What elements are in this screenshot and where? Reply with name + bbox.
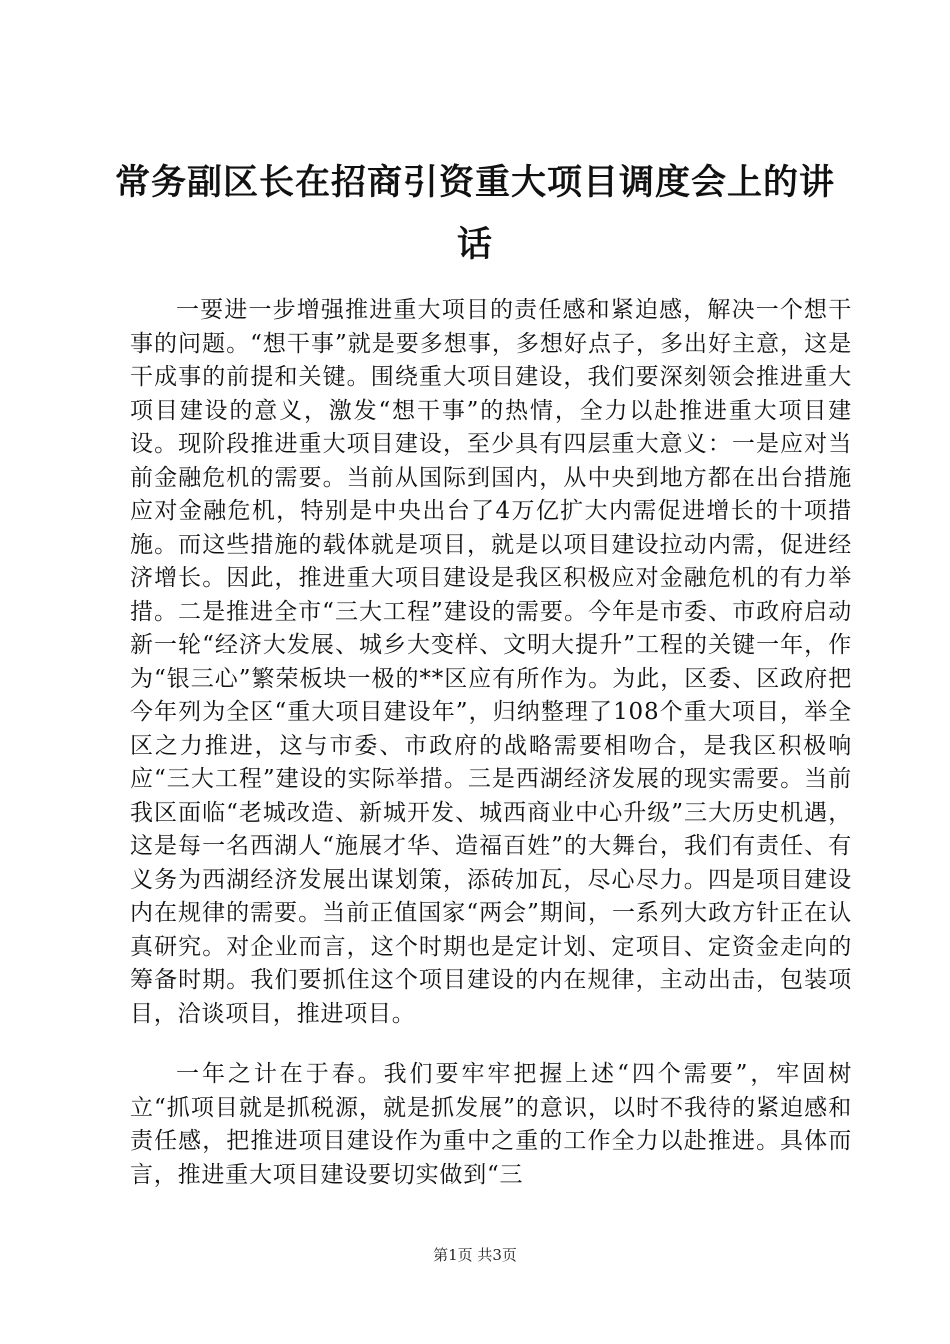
body-paragraph-1: 一要进一步增强推进重大项目的责任感和紧迫感，解决一个想干事的问题。“想干事”就是要多想事，多想好点子，多出好主意，这是干成事的前提和关键。围绕重大项目建设，我们要深刻领会推进重大项目建设的意义，激发“想干事”的热情，全力以赴推进重大项目建设。现阶段推进重大项目建设，至少具有四层重大意义：一是应对当前金融危机的需要。当前从国际到国内，从中央到地方都在出台措施应对金融危机，特别是中央出台了4万亿扩大内需促进增长的十项措施。而这些措施的载体就是项目，就是以项目建设拉动内需，促进经济增长。因此，推进重大项目建设是我区积极应对金融危机的有力举措。二是推进全市“三大工程”建设的需要。今年是市委、市政府启动新一轮“经济大发展、城乡大变样、文明大提升”工程的关键一年，作为“银三心”繁荣板块一极的**区应有所作为。为此，区委、区政府把今年列为全区“重大项目建设年”，归纳整理了108个重大项目，举全区之力推进，这与市委、市政府的战略需要相吻合，是我区积极响应“三大工程”建设的实际举措。三是西湖经济发展的现实需要。当前我区面临“老城改造、新城开发、城西商业中心升级”三大历史机遇，这是每一名西湖人“施展才华、造福百姓”的大舞台，我们有责任、有义务为西湖经济发展出谋划策，添砖加瓦，尽心尽力。四是项目建设内在规律的需要。当前正值国家“两会”期间，一系列大政方针正在认真研究。对企业而言，这个时期也是定计划、定项目、定资金走向的筹备时期。我们要抓住这个项目建设的内在规律，主动出击，包装项目，洽谈项目，推进项目。 bbox=[130, 297, 852, 1027]
page-number-footer: 第1页 共3页 bbox=[433, 1246, 517, 1264]
document-body bbox=[130, 294, 852, 1192]
body-paragraph-2: 一年之计在于春。我们要牢牢把握上述“四个需要”，牢固树立“抓项目就是抓税源，就是抓发展”的意识，以时不我待的紧迫感和责任感，把推进项目建设作为重中之重的工作全力以赴推进。具体而言，推进重大项目建设要切实做到“三 bbox=[130, 1061, 852, 1188]
document-title: 常务副区长在招商引资重大项目调度会上的讲话 bbox=[114, 162, 835, 265]
